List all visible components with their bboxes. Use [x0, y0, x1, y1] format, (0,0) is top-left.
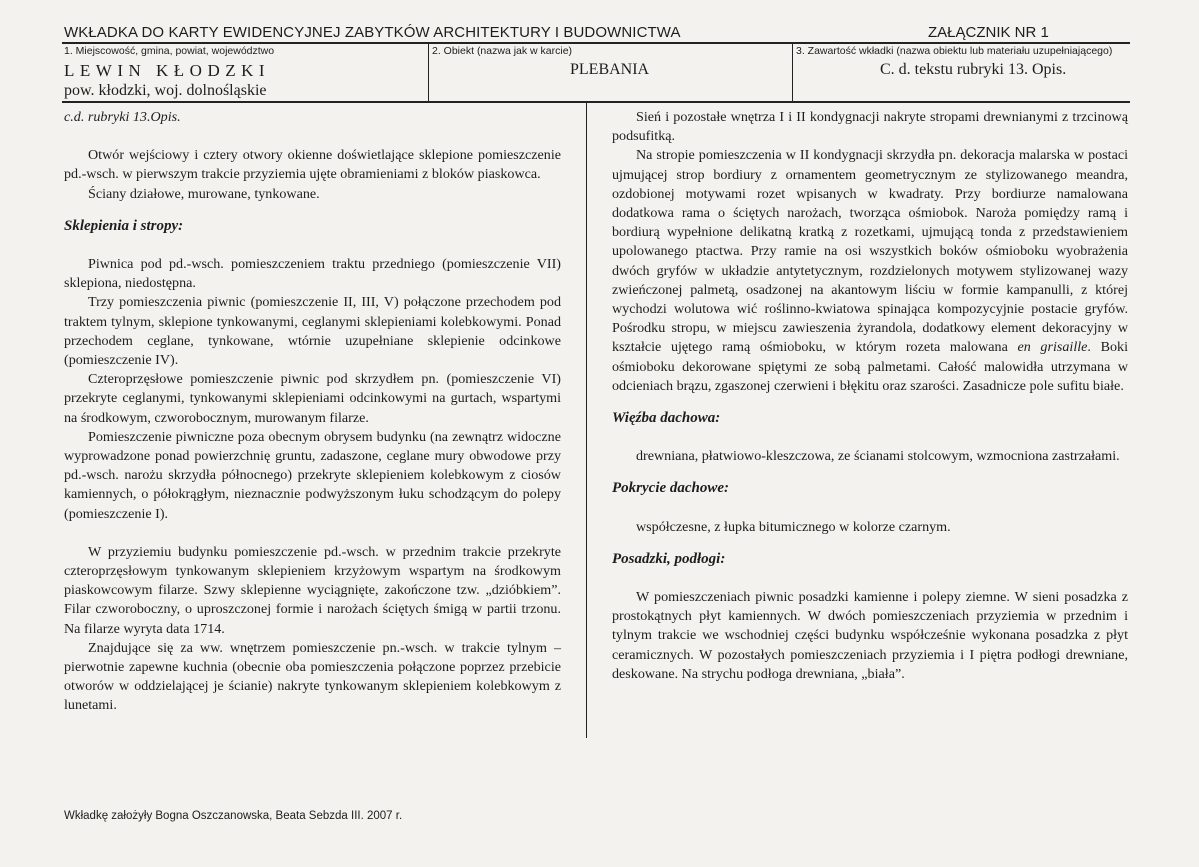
left-column: [64, 108, 561, 716]
paragraph-text: Na stropie pomieszczenia w II kondygnacji skrzydła pn. dekoracja malarska w postaci ujmującej strop bordiury z ornamentem geometrycznym ze stylizowanego meandra, ozdobionej motywami rozet wpisanych w kwadraty. Przy bordiurze namalowana dodatkowa rama o ściętych narożach, tworząca ośmiobok. Naroża pomiędzy ramą i bordiurą wypełnione delikatną kratką z rozetkami, ujmującą tonda z przedstawieniem upolowanego ptactwa. Przy ramie na osi wszystkich boków ośmioboku wyobrażenia dwóch gryfów w układzie antytetycznym, rozdzielonych motywem stylizowanej wazy zwieńczonej palmetą, osadzonej na akantowym liściu w formie kampanulli, z której wychodzi wolutowa wić roślinno-kwiatowa spinająca kompozycyjnie postacie gryfów. Pośrodku stropu, w miejscu zawieszenia żyrandola, dodatkowy element dekoracyjny w kształcie ujętego ramą ośmioboku, w którym rozeta malowana: [612, 147, 1128, 356]
header-divider-2: [792, 42, 793, 102]
paragraph: współczesne, z łupka bitumicznego w kolorze czarnym.: [636, 518, 951, 535]
location-region: pow. kłodzki, woj. dolnośląskie: [64, 82, 267, 99]
paragraph: Czteroprzęsłowe pomieszczenie piwnic pod skrzydłem pn. (pomieszczenie VI) przekryte ceglanymi, tynkowanymi sklepieniami odcinkowymi na gurtach, wspartymi na środkowym, czworobocznym, murowanym filarze.: [64, 371, 561, 426]
content-value: C. d. tekstu rubryki 13. Opis.: [880, 61, 1067, 78]
paragraph: Trzy pomieszczenia piwnic (pomieszczenie II, III, V) połączone przechodem pod traktem tylnym, sklepione tynkowanymi, ceglanymi sklepieniami kolebkowymi. Ponad przechodem ceglane, tynkowane, wtórnie uzupełniane sklepienie odcinkowe (pomieszczenie IV).: [64, 294, 561, 369]
paragraph: Otwór wejściowy i cztery otwory okienne doświetlające sklepione pomieszczenie pd.-wsch. w pierwszym trakcie przyziemia ujęte obramieniami z bloków piaskowca.: [64, 147, 561, 183]
header-top-rule: [62, 42, 1130, 44]
paragraph: W pomieszczeniach piwnic posadzki kamienne i polepy ziemne. W sieni posadzka z prostokątnych płyt kamiennych. W dwóch pomieszczeniach przyziemia w przednim i tylnym trakcie we wschodniej części budynku współcześnie wykonana posadzka z płyt ceramicznych. W pozostałych pomieszczeniach przyziemia i I piętra podłogi drewniane, deskowane. Na strychu podłoga drewniana, „biała”.: [612, 589, 1128, 682]
paragraph: drewniana, płatwiowo-kleszczowa, ze ścianami stolcowym, wzmocniona zastrzałami.: [636, 448, 1120, 465]
form-title: WKŁADKA DO KARTY EWIDENCYJNEJ ZABYTKÓW ARCHITEKTURY I BUDOWNICTWA: [64, 24, 681, 41]
header-divider-1: [428, 42, 429, 102]
annex-number: ZAŁĄCZNIK NR 1: [928, 24, 1049, 41]
column-divider: [586, 102, 587, 738]
object-label: 2. Obiekt (nazwa jak w karcie): [432, 45, 573, 57]
right-column: [612, 108, 1128, 684]
paragraph-emphasis: en grisaille: [1017, 339, 1088, 356]
paragraph: Ściany działowe, murowane, tynkowane.: [88, 185, 320, 202]
paragraph-ceiling-decoration: [612, 146, 1128, 396]
header-bottom-rule: [62, 101, 1130, 103]
paragraph-text: . Boki ośmioboku dekorowane spiętymi ze sobą palmetami. Całość malowidła utrzymana w odcieniach brązu, zgaszonej czerwieni i błękitu oraz szarości. Zasadnicze pole sufitu białe.: [612, 339, 1128, 394]
object-value: PLEBANIA: [570, 61, 650, 78]
section-heading-roofing: Pokrycie dachowe:: [612, 480, 730, 497]
paragraph: Sień i pozostałe wnętrza I i II kondygnacji nakryte stropami drewnianymi z trzcinową podsufitką.: [612, 109, 1128, 145]
paragraph: Znajdujące się za ww. wnętrzem pomieszczenie pn.-wsch. w trakcie tylnym – pierwotnie zapewne kuchnia (obecnie oba pomieszczenia połączone poprzez przebicie otworów w oddzielającej je ścianie) nakryte tynkowanym sklepieniem kolebkowym z lunetami.: [64, 639, 561, 714]
paragraph: Piwnica pod pd.-wsch. pomieszczeniem traktu przedniego (pomieszczenie VII) sklepiona, niedostępna.: [64, 256, 561, 292]
content-label: 3. Zawartość wkładki (nazwa obiektu lub materiału uzupełniającego): [796, 45, 1113, 57]
location-town: LEWIN KŁODZKI: [64, 61, 271, 80]
section-heading-roof-truss: Więźba dachowa:: [612, 410, 721, 427]
paragraph: Pomieszczenie piwniczne poza obecnym obrysem budynku (na zewnątrz widoczne wyprowadzone ponad powierzchnię gruntu, zadaszone, ceglane mury obwodowe przy pd.-wsch. narożu skrzydła północnego) przekryte sklepieniem kolebkowym z ciosów kamiennych, o półokrągłym, nieznacznie podwyższonym łuku schodzącym do polepy (pomieszczenie I).: [64, 428, 561, 522]
footer-credit: Wkładkę założyły Bogna Oszczanowska, Beata Sebzda III. 2007 r.: [64, 810, 403, 822]
paragraph: W przyziemiu budynku pomieszczenie pd.-wsch. w przednim trakcie przekryte czteroprzęsłowym tynkowanym sklepieniem krzyżowym wspartym na środkowym piaskowcowym filarze. Szwy sklepienne wyciągnięte, zakończone tzw. „dzióbkiem”. Filar czworoboczny, o uproszczonej formie i narożach ściętych śmigą w partii trzonu. Na filarze wyryta data 1714.: [64, 543, 561, 637]
continuation-note: c.d. rubryki 13.Opis.: [64, 109, 181, 125]
location-label: 1. Miejscowość, gmina, powiat, województwo: [64, 45, 275, 57]
section-heading-vaults: Sklepienia i stropy:: [64, 217, 184, 234]
section-heading-floors: Posadzki, podłogi:: [612, 550, 726, 567]
